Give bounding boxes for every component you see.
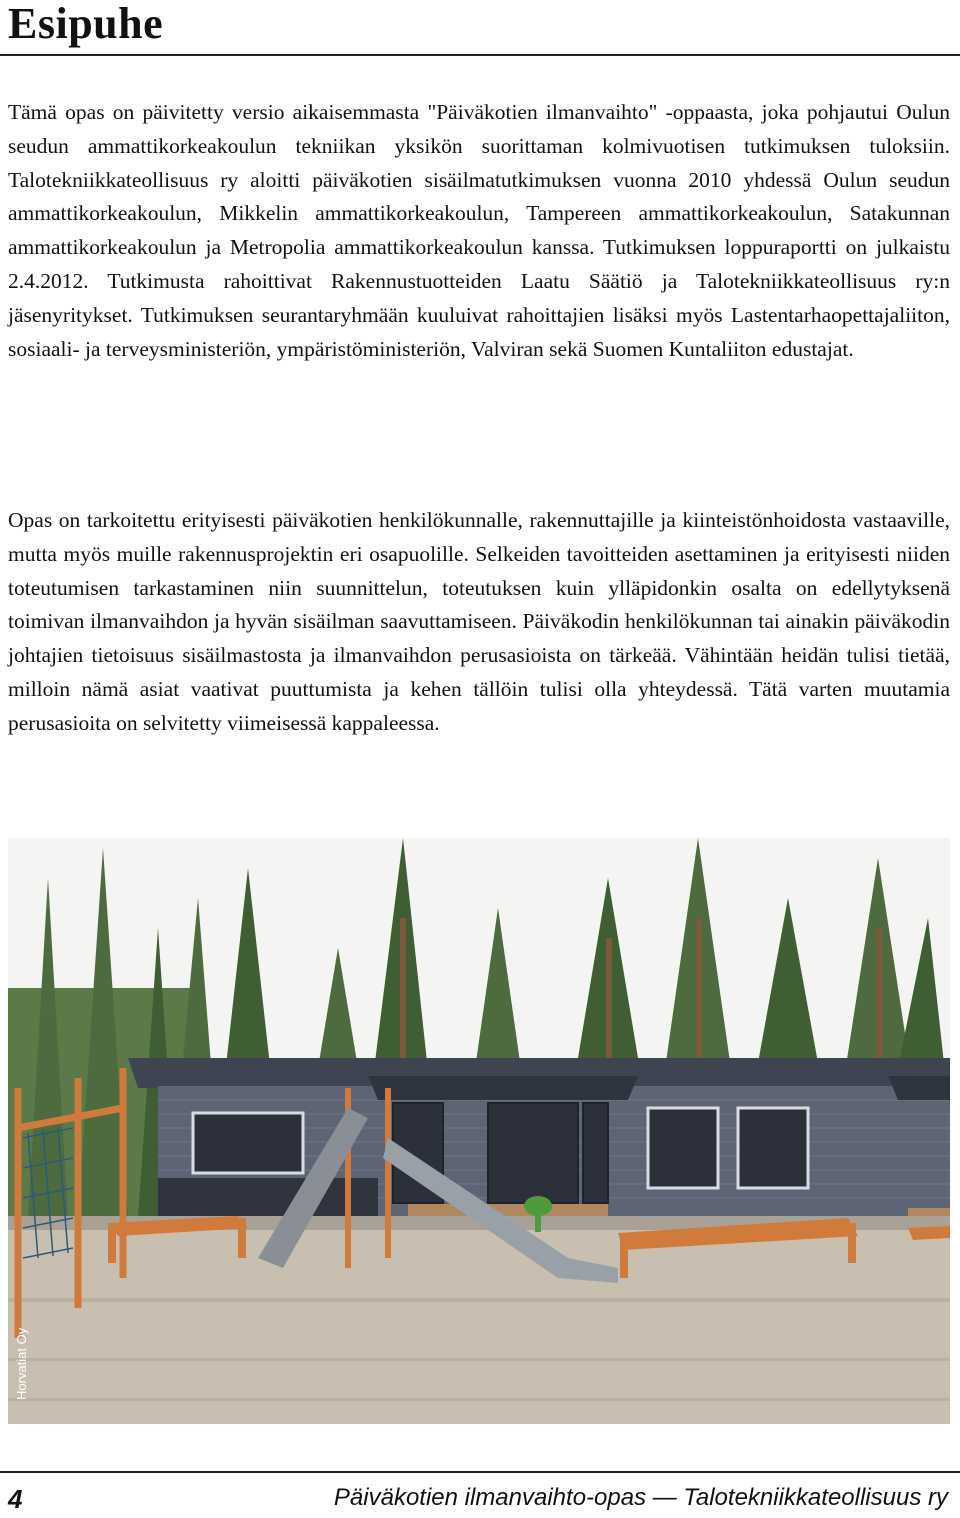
photo-credit: Horvatiat Oy	[14, 1327, 29, 1400]
bottom-rule	[0, 1471, 960, 1473]
footer-title: Päiväkotien ilmanvaihto-opas — Talotekniikkateollisuus ry	[333, 1484, 948, 1511]
paragraph-2: Opas on tarkoitettu erityisesti päiväkotien henkilökunnalle, rakennuttajille ja kiinteistönhoidosta vastaaville, mutta myös muille rakennusprojektin eri osapuolille. Selkeiden tavoitteiden asettaminen ja erityisesti niiden toteutumisen tarkastaminen niin suunnittelun, toteutuksen kuin ylläpidonkin osalta on edellytyksenä toimivan ilmanvaihdon ja hyvän sisäilman saavuttamiseen. Päiväkodin henkilökunnan tai ainakin päiväkodin johtajien tietoisuus sisäilmastosta ja ilmanvaihdon perusasioista on tärkeää. Vähintään heidän tulisi tietää, milloin nämä asiat vaativat puuttumista ja kehen tällöin tulisi olla yhteydessä. Tätä varten muutamia perusasioita on selvitetty viimeisessä kappaleessa.	[8, 508, 950, 735]
top-rule	[0, 54, 960, 56]
page-heading: Esipuhe	[8, 0, 164, 48]
page-number: 4	[8, 1484, 23, 1514]
kindergarten-photo	[8, 838, 950, 1424]
paragraph-1: Tämä opas on päivitetty versio aikaisemmasta "Päiväkotien ilmanvaihto" -oppaasta, joka pohjautui Oulun seudun ammattikorkeakoulun tekniikan yksikön suorittaman kolmivuotisen tutkimuksen tuloksiin. Talotekniikkateollisuus ry aloitti päiväkotien sisäilmatutkimuksen vuonna 2010 yhdessä Oulun seudun ammattikorkeakoulun, Mikkelin ammattikorkeakoulun, Tampereen ammattikorkeakoulun, Satakunnan ammattikorkeakoulun ja Metropolia ammattikorkeakoulun kanssa. Tutkimuksen loppuraportti on julkaistu 2.4.2012. Tutkimusta rahoittivat Rakennustuotteiden Laatu Säätiö ja Talotekniikkateollisuus ry:n jäsenyritykset. Tutkimuksen seurantaryhmään kuuluivat rahoittajien lisäksi myös Lastentarhaopettajaliiton, sosiaali- ja terveysministeriön, ympäristöministeriön, Valviran sekä Suomen Kuntaliiton edustajat.	[8, 100, 950, 361]
